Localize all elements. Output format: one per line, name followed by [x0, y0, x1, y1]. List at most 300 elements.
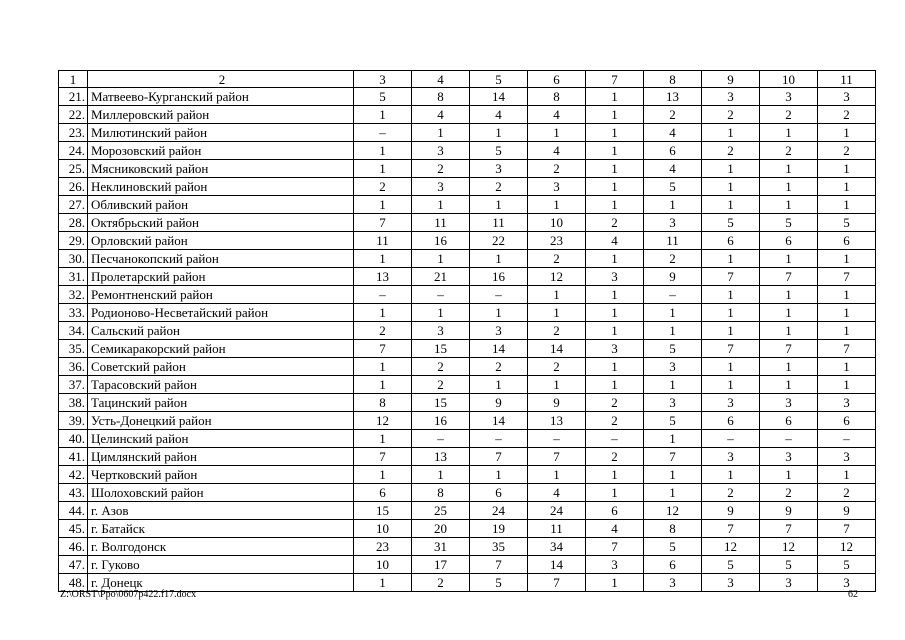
- table-cell: 1: [644, 466, 702, 484]
- table-cell: 7: [528, 574, 586, 592]
- table-row: [59, 88, 876, 106]
- table-cell: 1: [760, 160, 818, 178]
- table-cell: 1: [470, 124, 528, 142]
- table-cell: 3: [702, 448, 760, 466]
- column-header: 8: [644, 71, 702, 88]
- table-cell: 2: [354, 178, 412, 196]
- table-cell: 1: [412, 304, 470, 322]
- table-cell: 11: [528, 520, 586, 538]
- table-cell: 3: [818, 88, 876, 106]
- table-cell: 6: [470, 484, 528, 502]
- district-name: Родионово-Несветайский район: [88, 304, 354, 322]
- table-cell: 7: [818, 268, 876, 286]
- table-cell: 1: [354, 574, 412, 592]
- table-cell: 1: [586, 358, 644, 376]
- table-cell: 1: [818, 124, 876, 142]
- table-row: [59, 106, 876, 124]
- table-cell: 14: [470, 88, 528, 106]
- table-cell: 4: [586, 520, 644, 538]
- table-cell: 1: [702, 358, 760, 376]
- row-number: 37.: [59, 376, 88, 394]
- table-cell: 1: [702, 304, 760, 322]
- district-name: Семикаракорский район: [88, 340, 354, 358]
- row-number: 27.: [59, 196, 88, 214]
- district-name: Неклиновский район: [88, 178, 354, 196]
- table-cell: 1: [702, 322, 760, 340]
- district-name: Целинский район: [88, 430, 354, 448]
- table-cell: 3: [644, 358, 702, 376]
- row-number: 26.: [59, 178, 88, 196]
- table-cell: 7: [470, 556, 528, 574]
- table-cell: 1: [818, 376, 876, 394]
- table-cell: 1: [412, 196, 470, 214]
- table-cell: 6: [760, 412, 818, 430]
- row-number: 32.: [59, 286, 88, 304]
- table-cell: 9: [528, 394, 586, 412]
- table-cell: 1: [586, 196, 644, 214]
- district-name: Ремонтненский район: [88, 286, 354, 304]
- table-cell: 1: [586, 106, 644, 124]
- table-cell: 3: [818, 448, 876, 466]
- table-cell: 6: [760, 232, 818, 250]
- district-name: Песчанокопский район: [88, 250, 354, 268]
- table-cell: 7: [354, 448, 412, 466]
- row-number: 47.: [59, 556, 88, 574]
- table-row: [59, 358, 876, 376]
- table-row: [59, 466, 876, 484]
- column-header: 1: [59, 71, 88, 88]
- table-cell: 1: [470, 466, 528, 484]
- table-cell: 5: [818, 214, 876, 232]
- table-cell: 16: [470, 268, 528, 286]
- table-row: [59, 556, 876, 574]
- table-cell: –: [412, 430, 470, 448]
- district-name: г. Батайск: [88, 520, 354, 538]
- table-cell: 12: [644, 502, 702, 520]
- table-cell: 1: [818, 466, 876, 484]
- table-cell: 1: [528, 196, 586, 214]
- table-cell: 1: [760, 376, 818, 394]
- table-cell: 31: [412, 538, 470, 556]
- table-cell: 1: [760, 178, 818, 196]
- table-cell: 2: [586, 394, 644, 412]
- table-cell: 5: [760, 556, 818, 574]
- table-cell: 1: [702, 160, 760, 178]
- table-cell: 10: [528, 214, 586, 232]
- district-name: Мясниковский район: [88, 160, 354, 178]
- row-number: 30.: [59, 250, 88, 268]
- table-cell: 1: [412, 124, 470, 142]
- table-cell: 7: [354, 214, 412, 232]
- table-cell: 5: [644, 412, 702, 430]
- table-cell: 15: [412, 340, 470, 358]
- table-cell: 12: [818, 538, 876, 556]
- table-cell: 1: [702, 196, 760, 214]
- table-cell: 1: [586, 466, 644, 484]
- table-cell: 2: [760, 484, 818, 502]
- table-cell: 2: [702, 106, 760, 124]
- table-row: [59, 322, 876, 340]
- table-cell: 9: [760, 502, 818, 520]
- table-cell: 2: [586, 412, 644, 430]
- row-number: 29.: [59, 232, 88, 250]
- row-number: 31.: [59, 268, 88, 286]
- table-cell: 1: [586, 304, 644, 322]
- table-cell: 1: [644, 484, 702, 502]
- table-cell: 5: [354, 88, 412, 106]
- table-cell: 14: [528, 340, 586, 358]
- table-cell: 2: [354, 322, 412, 340]
- table-cell: –: [586, 430, 644, 448]
- table-cell: 8: [412, 88, 470, 106]
- table-cell: 1: [586, 376, 644, 394]
- table-cell: 3: [644, 394, 702, 412]
- table-cell: 2: [470, 178, 528, 196]
- table-cell: 2: [586, 448, 644, 466]
- table-cell: 1: [702, 178, 760, 196]
- table-cell: 1: [354, 106, 412, 124]
- table-cell: 2: [528, 358, 586, 376]
- table-cell: 19: [470, 520, 528, 538]
- table-row: [59, 250, 876, 268]
- table-cell: 21: [412, 268, 470, 286]
- table-cell: 11: [644, 232, 702, 250]
- table-cell: 7: [644, 448, 702, 466]
- table-cell: 6: [586, 502, 644, 520]
- table-cell: 1: [644, 376, 702, 394]
- row-number: 41.: [59, 448, 88, 466]
- table-cell: 7: [818, 340, 876, 358]
- district-name: Орловский район: [88, 232, 354, 250]
- table-cell: 3: [702, 574, 760, 592]
- table-cell: 3: [470, 322, 528, 340]
- table-cell: 14: [528, 556, 586, 574]
- table-cell: 1: [528, 304, 586, 322]
- table-cell: 5: [470, 142, 528, 160]
- table-cell: 1: [354, 250, 412, 268]
- table-cell: 23: [354, 538, 412, 556]
- table-cell: 13: [644, 88, 702, 106]
- district-name: Тарасовский район: [88, 376, 354, 394]
- table-cell: 4: [528, 142, 586, 160]
- table-cell: 1: [702, 466, 760, 484]
- row-number: 36.: [59, 358, 88, 376]
- table-cell: 14: [470, 412, 528, 430]
- table-row: [59, 376, 876, 394]
- table-cell: 1: [354, 358, 412, 376]
- table-row: [59, 214, 876, 232]
- table-cell: 5: [644, 340, 702, 358]
- table-cell: 3: [760, 448, 818, 466]
- table-cell: 6: [818, 412, 876, 430]
- table-cell: 1: [818, 196, 876, 214]
- column-header: 11: [818, 71, 876, 88]
- table-cell: 7: [760, 520, 818, 538]
- district-name: Обливский район: [88, 196, 354, 214]
- table-cell: –: [818, 430, 876, 448]
- table-cell: 1: [354, 196, 412, 214]
- table-cell: 9: [702, 502, 760, 520]
- table-cell: 3: [586, 340, 644, 358]
- table-cell: 4: [412, 106, 470, 124]
- district-name: г. Волгодонск: [88, 538, 354, 556]
- table-row: [59, 484, 876, 502]
- row-number: 40.: [59, 430, 88, 448]
- table-row: [59, 160, 876, 178]
- table-row: [59, 304, 876, 322]
- row-number: 48.: [59, 574, 88, 592]
- table-cell: 1: [528, 286, 586, 304]
- table-cell: 11: [354, 232, 412, 250]
- table-cell: 2: [528, 160, 586, 178]
- table-cell: 7: [760, 268, 818, 286]
- table-cell: 1: [818, 304, 876, 322]
- table-cell: 2: [818, 106, 876, 124]
- row-number: 28.: [59, 214, 88, 232]
- table-cell: 35: [470, 538, 528, 556]
- table-cell: 1: [586, 484, 644, 502]
- district-name: Милютинский район: [88, 124, 354, 142]
- table-cell: 13: [528, 412, 586, 430]
- column-header: 3: [354, 71, 412, 88]
- table-cell: 3: [470, 160, 528, 178]
- table-row: [59, 520, 876, 538]
- table-cell: 3: [702, 394, 760, 412]
- table-cell: 8: [354, 394, 412, 412]
- table-cell: 1: [818, 250, 876, 268]
- table-cell: 1: [586, 160, 644, 178]
- table-cell: 8: [528, 88, 586, 106]
- table-cell: –: [354, 124, 412, 142]
- table-cell: 1: [760, 304, 818, 322]
- table-cell: 1: [818, 178, 876, 196]
- table-cell: 1: [818, 322, 876, 340]
- table-cell: 9: [644, 268, 702, 286]
- table-cell: –: [644, 286, 702, 304]
- table-cell: 24: [470, 502, 528, 520]
- row-number: 35.: [59, 340, 88, 358]
- table-row: [59, 538, 876, 556]
- table-cell: 1: [586, 124, 644, 142]
- table-cell: 2: [528, 322, 586, 340]
- table-cell: 3: [586, 268, 644, 286]
- table-cell: 1: [760, 286, 818, 304]
- table-cell: 17: [412, 556, 470, 574]
- table-cell: 1: [818, 358, 876, 376]
- data-table: [58, 70, 876, 592]
- table-cell: 1: [760, 250, 818, 268]
- table-cell: 5: [702, 214, 760, 232]
- table-cell: 5: [644, 178, 702, 196]
- table-cell: 1: [586, 322, 644, 340]
- column-header: 2: [88, 71, 354, 88]
- row-number: 33.: [59, 304, 88, 322]
- table-cell: 2: [760, 106, 818, 124]
- table-cell: 3: [528, 178, 586, 196]
- table-cell: 1: [818, 160, 876, 178]
- district-name: Шолоховский район: [88, 484, 354, 502]
- table-cell: 5: [644, 538, 702, 556]
- table-cell: 1: [644, 304, 702, 322]
- page-number: 62: [848, 589, 858, 600]
- table-cell: –: [470, 430, 528, 448]
- column-header: 7: [586, 71, 644, 88]
- table-cell: 2: [412, 574, 470, 592]
- table-cell: 1: [354, 376, 412, 394]
- district-name: Усть-Донецкий район: [88, 412, 354, 430]
- footer-file-path: Z:\ORST\Ppo\0607p422.f17.docx: [60, 589, 197, 600]
- table-cell: 22: [470, 232, 528, 250]
- table-cell: 1: [702, 250, 760, 268]
- table-cell: 3: [760, 574, 818, 592]
- table-cell: 1: [702, 286, 760, 304]
- table-cell: 1: [586, 178, 644, 196]
- table-cell: 7: [702, 520, 760, 538]
- district-name: Тацинский район: [88, 394, 354, 412]
- table-row: [59, 286, 876, 304]
- table-cell: 1: [412, 466, 470, 484]
- table-cell: 5: [470, 574, 528, 592]
- row-number: 46.: [59, 538, 88, 556]
- table-cell: 15: [412, 394, 470, 412]
- column-header: 4: [412, 71, 470, 88]
- table-cell: 3: [702, 88, 760, 106]
- table-cell: 4: [470, 106, 528, 124]
- table-cell: 2: [760, 142, 818, 160]
- row-number: 42.: [59, 466, 88, 484]
- row-number: 44.: [59, 502, 88, 520]
- table-cell: 4: [586, 232, 644, 250]
- table-cell: 12: [760, 538, 818, 556]
- table-cell: 12: [354, 412, 412, 430]
- table-cell: 4: [528, 106, 586, 124]
- table-cell: 1: [586, 250, 644, 268]
- column-header: 6: [528, 71, 586, 88]
- table-cell: 7: [702, 340, 760, 358]
- district-name: г. Азов: [88, 502, 354, 520]
- table-cell: 3: [586, 556, 644, 574]
- table-row: [59, 124, 876, 142]
- table-cell: 1: [818, 286, 876, 304]
- table-cell: 25: [412, 502, 470, 520]
- table-cell: 14: [470, 340, 528, 358]
- column-header: 5: [470, 71, 528, 88]
- table-cell: 1: [354, 430, 412, 448]
- table-cell: 6: [702, 412, 760, 430]
- table-cell: 3: [818, 394, 876, 412]
- table-cell: 7: [818, 520, 876, 538]
- table-cell: 1: [586, 286, 644, 304]
- table-cell: –: [412, 286, 470, 304]
- row-number: 38.: [59, 394, 88, 412]
- table-cell: 2: [702, 142, 760, 160]
- table-cell: 3: [412, 142, 470, 160]
- table-cell: 13: [412, 448, 470, 466]
- table-cell: 8: [412, 484, 470, 502]
- row-number: 25.: [59, 160, 88, 178]
- table-row: [59, 268, 876, 286]
- table-cell: 12: [528, 268, 586, 286]
- district-name: г. Донецк: [88, 574, 354, 592]
- row-number: 43.: [59, 484, 88, 502]
- table-cell: 2: [470, 358, 528, 376]
- table-cell: 1: [470, 250, 528, 268]
- row-number: 34.: [59, 322, 88, 340]
- table-row: [59, 340, 876, 358]
- table-row: [59, 232, 876, 250]
- table-cell: –: [702, 430, 760, 448]
- table-cell: 1: [470, 196, 528, 214]
- table-cell: 1: [586, 88, 644, 106]
- table-cell: 16: [412, 412, 470, 430]
- table-cell: 7: [586, 538, 644, 556]
- table-row: [59, 502, 876, 520]
- table-cell: 16: [412, 232, 470, 250]
- table-cell: 1: [586, 142, 644, 160]
- table-cell: 2: [586, 214, 644, 232]
- table-cell: 6: [644, 142, 702, 160]
- table-cell: 6: [702, 232, 760, 250]
- table-cell: 6: [644, 556, 702, 574]
- table-cell: 10: [354, 556, 412, 574]
- table-cell: 2: [644, 250, 702, 268]
- table-cell: 1: [528, 124, 586, 142]
- table-cell: 4: [644, 160, 702, 178]
- table-cell: 7: [354, 340, 412, 358]
- table-cell: 1: [702, 124, 760, 142]
- table-cell: 1: [354, 142, 412, 160]
- district-name: Цимлянский район: [88, 448, 354, 466]
- table-cell: 11: [412, 214, 470, 232]
- table-cell: 1: [470, 304, 528, 322]
- table-cell: 3: [760, 394, 818, 412]
- table-cell: 1: [412, 250, 470, 268]
- table-cell: 5: [702, 556, 760, 574]
- table-cell: 15: [354, 502, 412, 520]
- table-cell: 7: [528, 448, 586, 466]
- table-cell: 20: [412, 520, 470, 538]
- table-cell: 2: [818, 142, 876, 160]
- table-cell: 1: [528, 466, 586, 484]
- table-cell: 3: [412, 322, 470, 340]
- table-row: [59, 142, 876, 160]
- table-row: [59, 412, 876, 430]
- table-cell: 11: [470, 214, 528, 232]
- table-row: [59, 430, 876, 448]
- table-cell: 6: [354, 484, 412, 502]
- table-cell: 23: [528, 232, 586, 250]
- table-row: [59, 448, 876, 466]
- district-name: Миллеровский район: [88, 106, 354, 124]
- table-cell: 2: [412, 358, 470, 376]
- table-cell: 2: [644, 106, 702, 124]
- table-cell: 2: [412, 376, 470, 394]
- table-cell: 4: [644, 124, 702, 142]
- row-number: 24.: [59, 142, 88, 160]
- table-cell: 1: [354, 160, 412, 178]
- table-cell: 1: [470, 376, 528, 394]
- table-cell: 7: [470, 448, 528, 466]
- table-cell: –: [354, 286, 412, 304]
- table-cell: 7: [702, 268, 760, 286]
- table-cell: 1: [586, 574, 644, 592]
- table-cell: 13: [354, 268, 412, 286]
- district-name: Пролетарский район: [88, 268, 354, 286]
- table-cell: 5: [818, 556, 876, 574]
- table-cell: 4: [528, 484, 586, 502]
- table-cell: 1: [644, 322, 702, 340]
- district-name: Чертковский район: [88, 466, 354, 484]
